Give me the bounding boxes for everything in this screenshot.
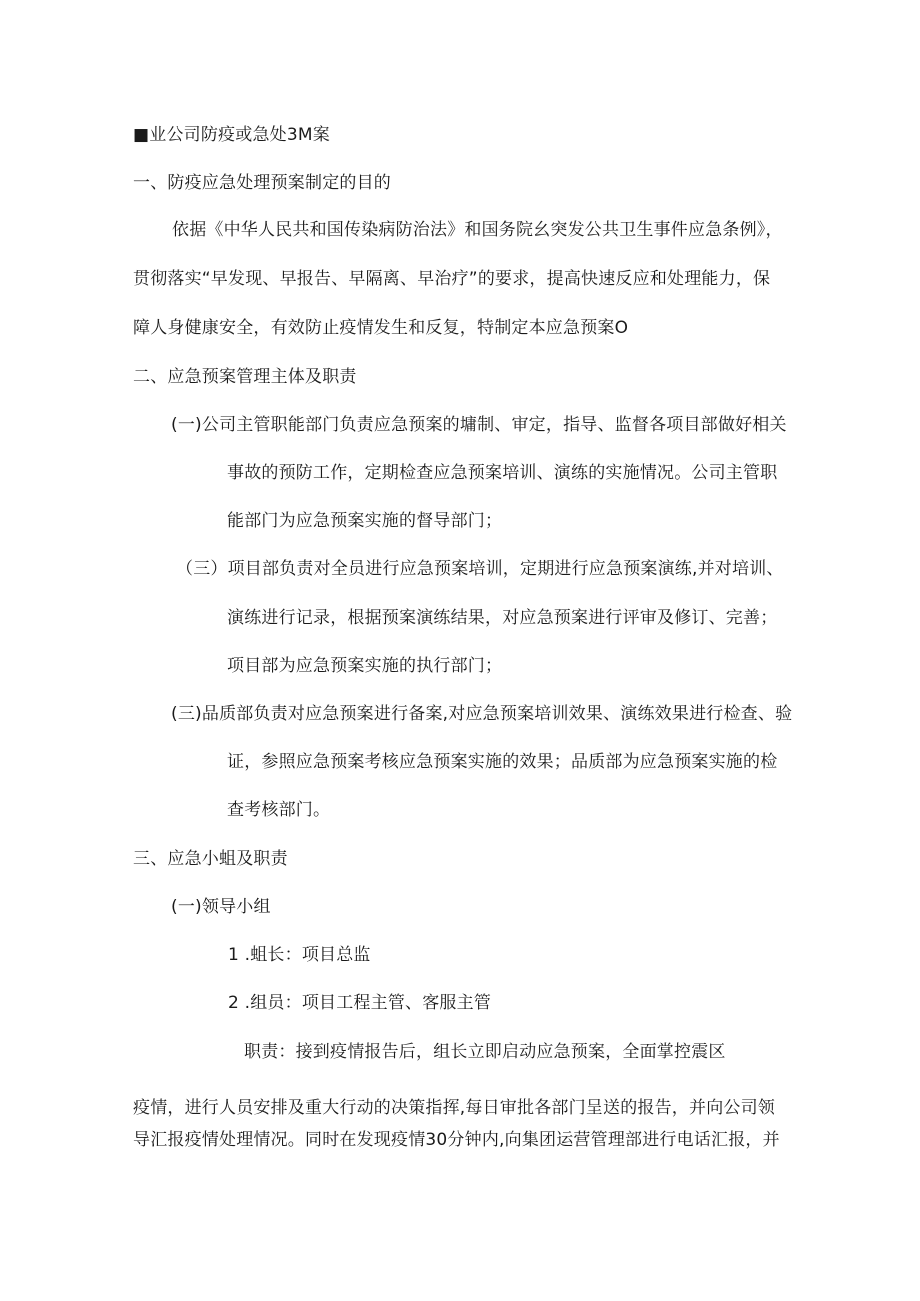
section-2-item-3-line: (三)品质部负责对应急预案进行备案,对应急预案培训效果、演练效果进行检查、验	[171, 704, 793, 724]
section-2-item-1-line: (一)公司主管职能部门负责应急预案的墉制、审定，指导、监督各项目部做好相关	[171, 415, 787, 435]
document-title: ■业公司防疫或急处3M案	[133, 125, 330, 145]
section-1-line: 贯彻落实“早发现、早报告、早隔离、早治疗”的要求，提高快速反应和处理能力，保	[133, 269, 771, 289]
section-3-duty-line: 职责：接到疫情报告后，组长立即启动应急预案，全面掌控震区	[244, 1042, 726, 1062]
section-3-subheading: (一)领导小组	[171, 897, 271, 917]
section-2-item-1-line: 事故的预防工作，定期检查应急预案培训、演练的实施情况。公司主管职	[227, 463, 778, 483]
section-2-item-1-line: 能部门为应急预案实施的督导部门；	[227, 511, 503, 531]
section-1-line: 依据《中华人民共和国传染病防治法》和国务院幺突发公共卫生事件应急条例》，	[172, 220, 783, 240]
section-3-body-line: 导汇报疫情处理情况。同时在发现疫情30分钟内,向集团运营管理部进行电话汇报，并	[133, 1130, 780, 1150]
section-2-heading: 二、应急预案管理主体及职责	[133, 367, 357, 387]
section-2-item-2-line: （三）项目部负责对全员进行应急预案培训，定期进行应急预案演练,并对培训、	[176, 559, 784, 579]
section-2-item-2-line: 演练进行记录，根据预案演练结果，对应急预案进行评审及修订、完善；	[227, 608, 778, 628]
section-2-item-3-line: 查考核部门。	[227, 800, 331, 820]
section-2-item-2-line: 项目部为应急预案实施的执行部门；	[227, 656, 503, 676]
section-1-line: 障人身健康安全，有效防止疫情发生和反复，特制定本应急预案O	[133, 318, 629, 338]
section-2-item-3-line: 证，参照应急预案考核应急预案实施的效果；品质部为应急预案实施的检	[227, 752, 778, 772]
section-3-leader: 1 .蛆长：项目总监	[228, 945, 371, 965]
section-1-heading: 一、防疫应急处理预案制定的目的	[133, 173, 391, 193]
section-3-heading: 三、应急小蛆及职责	[133, 849, 288, 869]
section-3-body-line: 疫情，进行人员安排及重大行动的决策指挥,每日审批各部门呈送的报告，并向公司领	[133, 1098, 776, 1118]
section-3-members: 2 .组员：项目工程主管、客服主管	[228, 993, 492, 1013]
